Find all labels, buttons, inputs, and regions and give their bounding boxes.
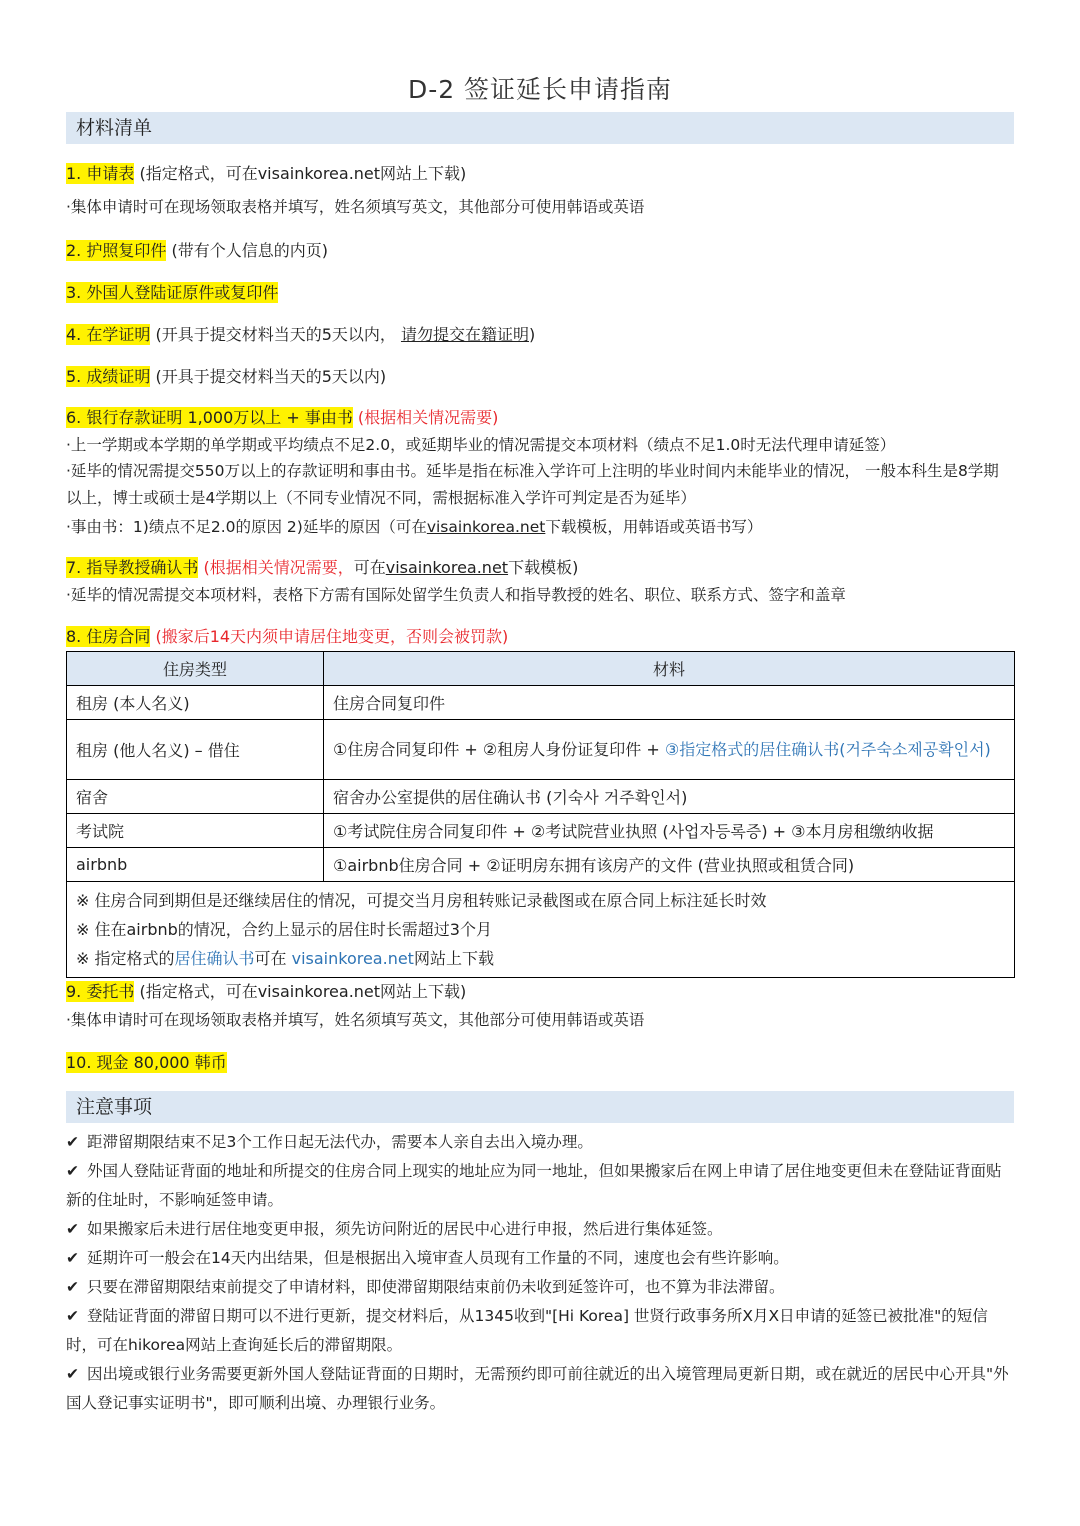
note-line: ※ 住房合同到期但是还继续居住的情况，可提交当月房租转账记录截图或在原合同上标注延长时效 <box>76 891 767 910</box>
table-row <box>67 720 1015 780</box>
cell-type: 租房 (本人名义) <box>67 686 324 720</box>
residence-confirmation-text: ③指定格式的居住确认书(거주숙소제공확인서) <box>664 739 991 759</box>
item-sub: ·集体申请时可在现场领取表格并填写，姓名须填写英文，其他部分可使用韩语或英语 <box>66 198 645 216</box>
item-arc <box>66 282 278 304</box>
notice-list <box>66 1128 1014 1418</box>
cell-materials: ①考试院住房合同复印件 + ②考试院营业执照 (사업자등록증) + ③本月房租缴纳收据 <box>324 814 1015 848</box>
item-label: 9. 委托书 <box>66 982 135 1001</box>
item-note-underlined: 请勿提交在籍证明 <box>400 325 529 344</box>
check-icon: ✔ <box>66 1220 79 1238</box>
table-row <box>67 686 1015 720</box>
header-housing-type: 住房类型 <box>67 652 324 686</box>
item-label: 5. 成绩证明 <box>66 367 151 386</box>
item-label: 3. 外国人登陆证原件或复印件 <box>66 283 279 302</box>
item-application-form <box>66 163 466 185</box>
cell-materials: ①airbnb住房合同 + ②证明房东拥有该房产的文件 (营业执照或租赁合同) <box>324 848 1015 882</box>
table-row <box>67 780 1015 814</box>
table-row <box>67 848 1015 882</box>
item-note: (开具于提交材料当天的5天以内) <box>150 367 387 386</box>
notice-item: ✔ 延期许可一般会在14天内出结果，但是根据出入境审查人员现有工作量的不同，速度也会有些许影响。 <box>66 1249 789 1267</box>
cell-type: airbnb <box>67 848 324 882</box>
item-power-of-attorney <box>66 981 466 1003</box>
cell-type: 宿舍 <box>67 780 324 814</box>
item-label: 6. 银行存款证明 1,000万以上 + 事由书 <box>66 408 353 427</box>
note-line: ※ 住在airbnb的情况，合约上显示的居住时长需超过3个月 <box>76 920 492 939</box>
item-enrollment: 4. 在学证明 (开具于提交材料当天的5天以内， 请勿提交在籍证明) <box>66 325 536 344</box>
item-note: (开具于提交材料当天的5天以内， <box>150 325 396 344</box>
check-icon: ✔ <box>66 1162 79 1180</box>
item-note: (指定格式，可在visainkorea.net网站上下载) <box>134 164 467 183</box>
item-sub: ·上一学期或本学期的单学期或平均绩点不足2.0，或延期毕业的情况需提交本项材料（绩点不足1.0时无法代理申请延签） <box>66 436 896 454</box>
notice-item: ✔ 因出境或银行业务需要更新外国人登陆证背面的日期时，无需预约即可前往就近的出入境管理局更新日期，或在就近的居民中心开具"外国人登记事实证明书"，即可顺利出境、办理银行业务。 <box>66 1365 1009 1412</box>
table-notes-row <box>67 882 1015 978</box>
housing-table <box>66 651 1015 978</box>
item-label: 2. 护照复印件 <box>66 241 167 260</box>
notice-item: ✔ 登陆证背面的滞留日期可以不进行更新，提交材料后，从1345收到"[Hi Korea] 世贤行政事务所X月X日申请的延签已被批准"的短信时，可在hikorea网站上查询延长后的滞留期限。 <box>66 1307 988 1354</box>
item-note: (根据相关情况需要) <box>352 408 499 427</box>
item-label: 10. 现金 80,000 韩币 <box>66 1053 227 1072</box>
item-sub: ·延毕的情况需提交本项材料，表格下方需有国际处留学生负责人和指导教授的姓名、职位、联系方式、签字和盖章 <box>66 586 846 604</box>
item-label: 4. 在学证明 <box>66 325 151 344</box>
item-label: 8. 住房合同 <box>66 627 151 646</box>
section-notices: 注意事项 <box>66 1091 1014 1123</box>
item-transcript <box>66 366 386 388</box>
notice-item: ✔ 距滞留期限结束不足3个工作日起无法代办，需要本人亲自去出入境办理。 <box>66 1133 593 1151</box>
check-icon: ✔ <box>66 1307 79 1325</box>
item-label: 1. 申请表 <box>66 164 135 183</box>
item-bank-statement <box>66 407 498 429</box>
table-row <box>67 814 1015 848</box>
cell-type: 考试院 <box>67 814 324 848</box>
item-passport-copy <box>66 240 328 262</box>
cell-materials: ①住房合同复印件 + ②租房人身份证复印件 + ③指定格式的居住确认书(거주숙소제공확인서) <box>324 720 1015 780</box>
notice-item: ✔ 外国人登陆证背面的地址和所提交的住房合同上现实的地址应为同一地址，但如果搬家后在网上申请了居住地变更但未在登陆证背面贴新的住址时，不影响延签申请。 <box>66 1162 1002 1209</box>
check-icon: ✔ <box>66 1365 79 1383</box>
item-cash-fee <box>66 1052 227 1074</box>
item-label: 7. 指导教授确认书 <box>66 558 199 577</box>
notice-item: ✔ 如果搬家后未进行居住地变更申报，须先访问附近的居民中心进行申报，然后进行集体延签。 <box>66 1220 723 1238</box>
item-note: (指定格式，可在visainkorea.net网站上下载) <box>134 982 467 1001</box>
page-title: D-2 签证延长申请指南 <box>407 75 673 104</box>
item-sub: ·事由书：1)绩点不足2.0的原因 2)延毕的原因（可在visainkorea.net下载模板，用韩语或英语书写） <box>66 518 763 536</box>
site-link[interactable]: visainkorea.net <box>385 558 509 577</box>
item-sub: ·集体申请时可在现场领取表格并填写，姓名须填写英文，其他部分可使用韩语或英语 <box>66 1011 645 1029</box>
site-link[interactable]: visainkorea.net <box>426 518 546 536</box>
header-materials: 材料 <box>324 652 1015 686</box>
table-notes <box>67 882 1015 978</box>
note-line: ※ 指定格式的居住确认书可在 visainkorea.net网站上下载 <box>76 949 494 968</box>
check-icon: ✔ <box>66 1133 79 1151</box>
table-header-row <box>67 652 1015 686</box>
notice-item: ✔ 只要在滞留期限结束前提交了申请材料，即使滞留期限结束前仍未收到延签许可，也不算为非法滞留。 <box>66 1278 785 1296</box>
item-sub: ·延毕的情况需提交550万以上的存款证明和事由书。延毕是指在标准入学许可上注明的毕业时间内未能毕业的情况， 一般本科生是8学期以上，博士或硕士是4学期以上（不同专业情况不同，需根据标准入学许可判定是否为延毕） <box>66 462 999 507</box>
item-note: (搬家后14天内须申请居住地变更，否则会被罚款) <box>150 627 509 646</box>
item-advisor-confirmation: 7. 指导教授确认书 (根据相关情况需要，可在visainkorea.net下载模板) <box>66 558 579 577</box>
cell-materials: 住房合同复印件 <box>324 686 1015 720</box>
section-materials: 材料清单 <box>66 112 1014 144</box>
check-icon: ✔ <box>66 1278 79 1296</box>
item-note: (带有个人信息的内页) <box>166 241 328 260</box>
site-link[interactable]: visainkorea.net <box>291 949 414 968</box>
cell-type: 租房 (他人名义) – 借住 <box>67 720 324 780</box>
item-housing-contract <box>66 626 508 648</box>
cell-materials: 宿舍办公室提供的居住确认书 (기숙사 거주확인서) <box>324 780 1015 814</box>
item-note: (根据相关情况需要， <box>198 558 354 577</box>
check-icon: ✔ <box>66 1249 79 1267</box>
